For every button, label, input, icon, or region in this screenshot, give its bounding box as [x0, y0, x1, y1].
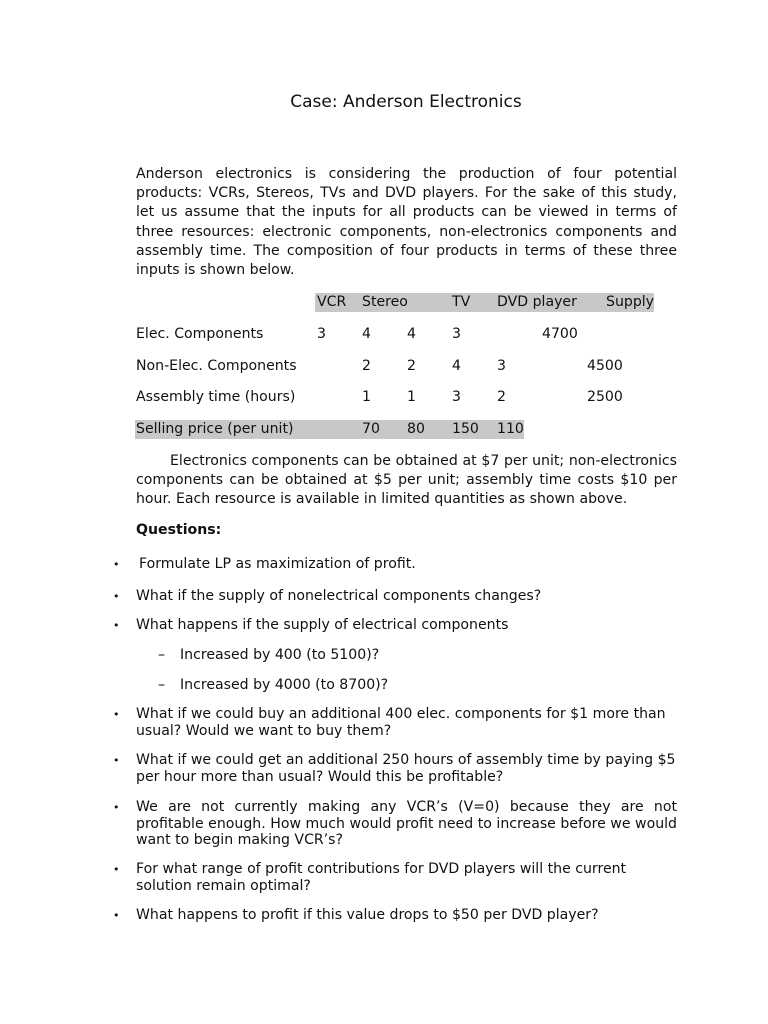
table-cell: 150 — [452, 421, 479, 437]
header-tv: TV — [452, 294, 471, 310]
table-cell: 4700 — [542, 326, 578, 342]
table-cell: 2 — [407, 358, 416, 374]
list-item: For what range of profit contributions for DVD players will the current solution remain optimal? — [136, 861, 627, 894]
list-item: What if the supply of nonelectrical components changes? — [136, 588, 542, 604]
sub-list-item: Increased by 400 (to 5100)? — [180, 647, 380, 663]
table-cell: 1 — [362, 389, 371, 405]
list-item: We are not currently making any VCR’s (V=0) because they are not profitable enough. How much would profit need to increase before we would want to begin making VCR’s? — [136, 799, 677, 848]
table-cell: 4 — [452, 358, 461, 374]
row-label: Assembly time (hours) — [136, 389, 296, 405]
list-item: What if we could get an additional 250 hours of assembly time by paying $5 per hour more than usual? Would this be profitable? — [136, 752, 676, 785]
bullet-icon: • — [113, 909, 120, 922]
bullet-icon: • — [113, 708, 120, 721]
row-label: Non-Elec. Components — [136, 358, 297, 374]
bullet-icon: • — [113, 863, 120, 876]
header-stereo: Stereo — [362, 294, 408, 310]
bullet-icon: • — [113, 754, 120, 767]
header-supply: Supply — [606, 294, 655, 310]
dash-icon: – — [158, 677, 166, 693]
table-cell: 3 — [497, 358, 506, 374]
row-label: Selling price (per unit) — [136, 421, 294, 437]
bullet-icon: • — [113, 558, 120, 571]
list-item: Formulate LP as maximization of profit. — [139, 556, 416, 572]
bullet-icon: • — [113, 590, 120, 603]
table-cell: 70 — [362, 421, 380, 437]
table-cell: 1 — [407, 389, 416, 405]
table-cell: 2 — [497, 389, 506, 405]
dash-icon: – — [158, 647, 166, 663]
header-vcr: VCR — [317, 294, 347, 310]
row-label: Elec. Components — [136, 326, 264, 342]
document-title: Case: Anderson Electronics — [290, 92, 522, 112]
list-item: What happens to profit if this value drops to $50 per DVD player? — [136, 907, 599, 923]
bullet-icon: • — [113, 801, 120, 814]
header-dvd: DVD player — [497, 294, 577, 310]
table-cell: 80 — [407, 421, 425, 437]
cost-paragraph: Electronics components can be obtained at $7 per unit; non-electronics components can be obtained at $5 per unit; assembly time costs $10 per hour. Each resource is available in limited quantities as shown above. — [136, 453, 677, 508]
table-cell: 110 — [497, 421, 524, 437]
table-cell: 4 — [362, 326, 371, 342]
table-cell: 2500 — [587, 389, 623, 405]
table-cell: 2 — [362, 358, 371, 374]
questions-heading: Questions: — [136, 522, 222, 538]
intro-paragraph: Anderson electronics is considering the production of four potential products: VCRs, Stereos, TVs and DVD players. For the sake of this study, let us assume that the inputs for all products can be viewed in terms of three resources: electronic components, non-electronics components and assembly time. The composition of four products in terms of these three inputs is shown below. — [136, 166, 677, 279]
table-cell: 3 — [317, 326, 326, 342]
table-cell: 3 — [452, 389, 461, 405]
table-cell: 3 — [452, 326, 461, 342]
list-item: What happens if the supply of electrical components — [136, 617, 509, 633]
table-cell: 4500 — [587, 358, 623, 374]
list-item: What if we could buy an additional 400 elec. components for $1 more than usual? Would we want to buy them? — [136, 706, 666, 739]
table-cell: 4 — [407, 326, 416, 342]
bullet-icon: • — [113, 619, 120, 632]
sub-list-item: Increased by 4000 (to 8700)? — [180, 677, 389, 693]
